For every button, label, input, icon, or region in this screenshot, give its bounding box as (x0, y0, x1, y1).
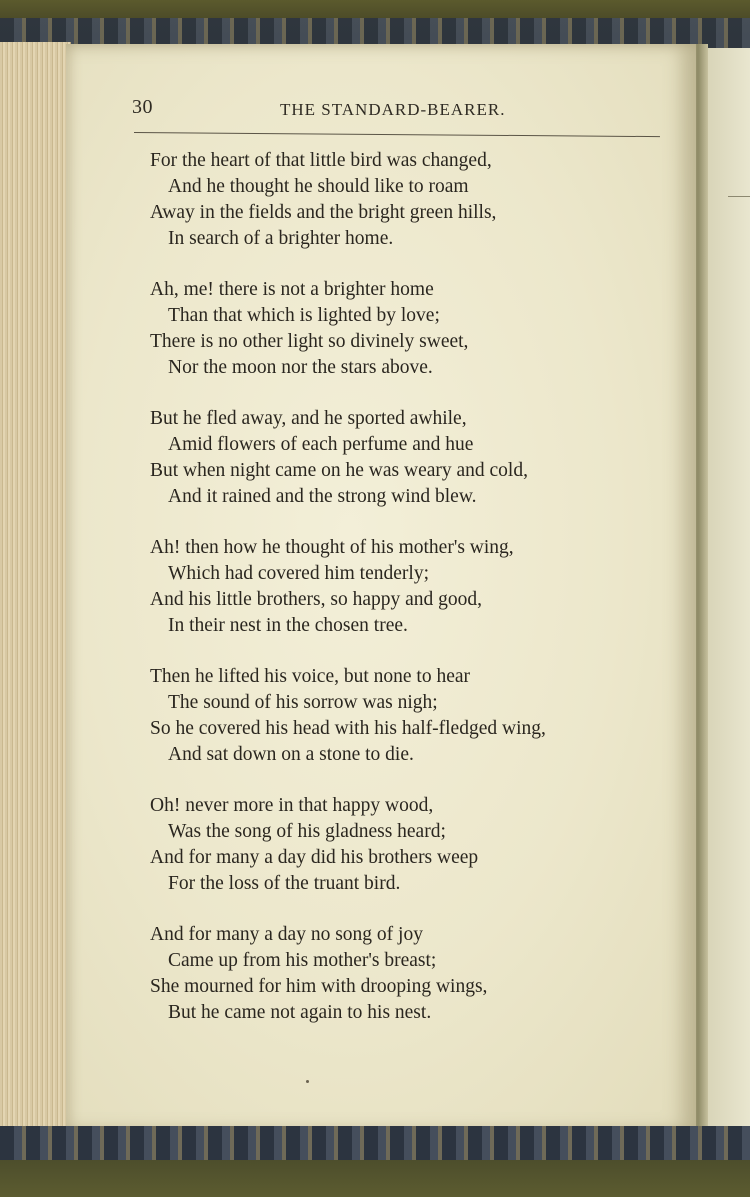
page-stack-edge (0, 42, 71, 1132)
poem-line: For the heart of that little bird was changed, (150, 150, 492, 171)
poem-line: And for many a day no song of joy (150, 924, 423, 945)
poem-line: Than that which is lighted by love; (168, 305, 440, 326)
poem-line: But he came not again to his nest. (168, 1002, 432, 1023)
page-speck (306, 1080, 309, 1083)
poem-line: And for many a day did his brothers weep (150, 847, 479, 868)
stanza (150, 793, 620, 897)
poem-line: And he thought he should like to roam (168, 176, 469, 197)
running-head: THE STANDARD-BEARER. (280, 100, 506, 119)
poem-line: In search of a brighter home. (168, 228, 394, 249)
stanza (150, 535, 620, 639)
poem-line: Which had covered him tenderly; (168, 563, 429, 584)
background-bottom (0, 1160, 750, 1197)
stanza (150, 277, 620, 381)
poem-line: So he covered his head with his half-fledged wing, (150, 718, 546, 739)
poem-line: There is no other light so divinely sweet, (150, 331, 469, 352)
page-number: 30 (132, 96, 153, 118)
poem-line: Amid flowers of each perfume and hue (168, 434, 474, 455)
poem-line: Away in the fields and the bright green hills, (150, 202, 497, 223)
poem-line: Nor the moon nor the stars above. (168, 357, 433, 378)
poem-line: Came up from his mother's breast; (168, 950, 437, 971)
poem-line: And it rained and the strong wind blew. (168, 486, 477, 507)
stanza (150, 664, 620, 768)
poem-line: And his little brothers, so happy and good, (150, 589, 483, 610)
poem-line: The sound of his sorrow was nigh; (168, 692, 438, 713)
stanza (150, 922, 620, 1026)
facing-page (704, 48, 750, 1128)
page-header (132, 96, 662, 126)
poem-line: But he fled away, and he sported awhile, (150, 408, 467, 429)
poem-line: Was the song of his gladness heard; (168, 821, 446, 842)
poem-line: For the loss of the truant bird. (168, 873, 401, 894)
poem-line: Ah, me! there is not a brighter home (150, 279, 434, 300)
poem-line: She mourned for him with drooping wings, (150, 976, 488, 997)
poem-line: Ah! then how he thought of his mother's wing, (150, 537, 514, 558)
poem-line: Oh! never more in that happy wood, (150, 795, 434, 816)
poem-line: And sat down on a stone to die. (168, 744, 414, 765)
poem-line: In their nest in the chosen tree. (168, 615, 408, 636)
stanza (150, 148, 620, 252)
poem-line: Then he lifted his voice, but none to hear (150, 666, 471, 687)
poem-body (150, 148, 620, 1051)
stanza (150, 406, 620, 510)
poem-line: But when night came on he was weary and cold, (150, 460, 528, 481)
facing-page-rule (728, 196, 750, 197)
